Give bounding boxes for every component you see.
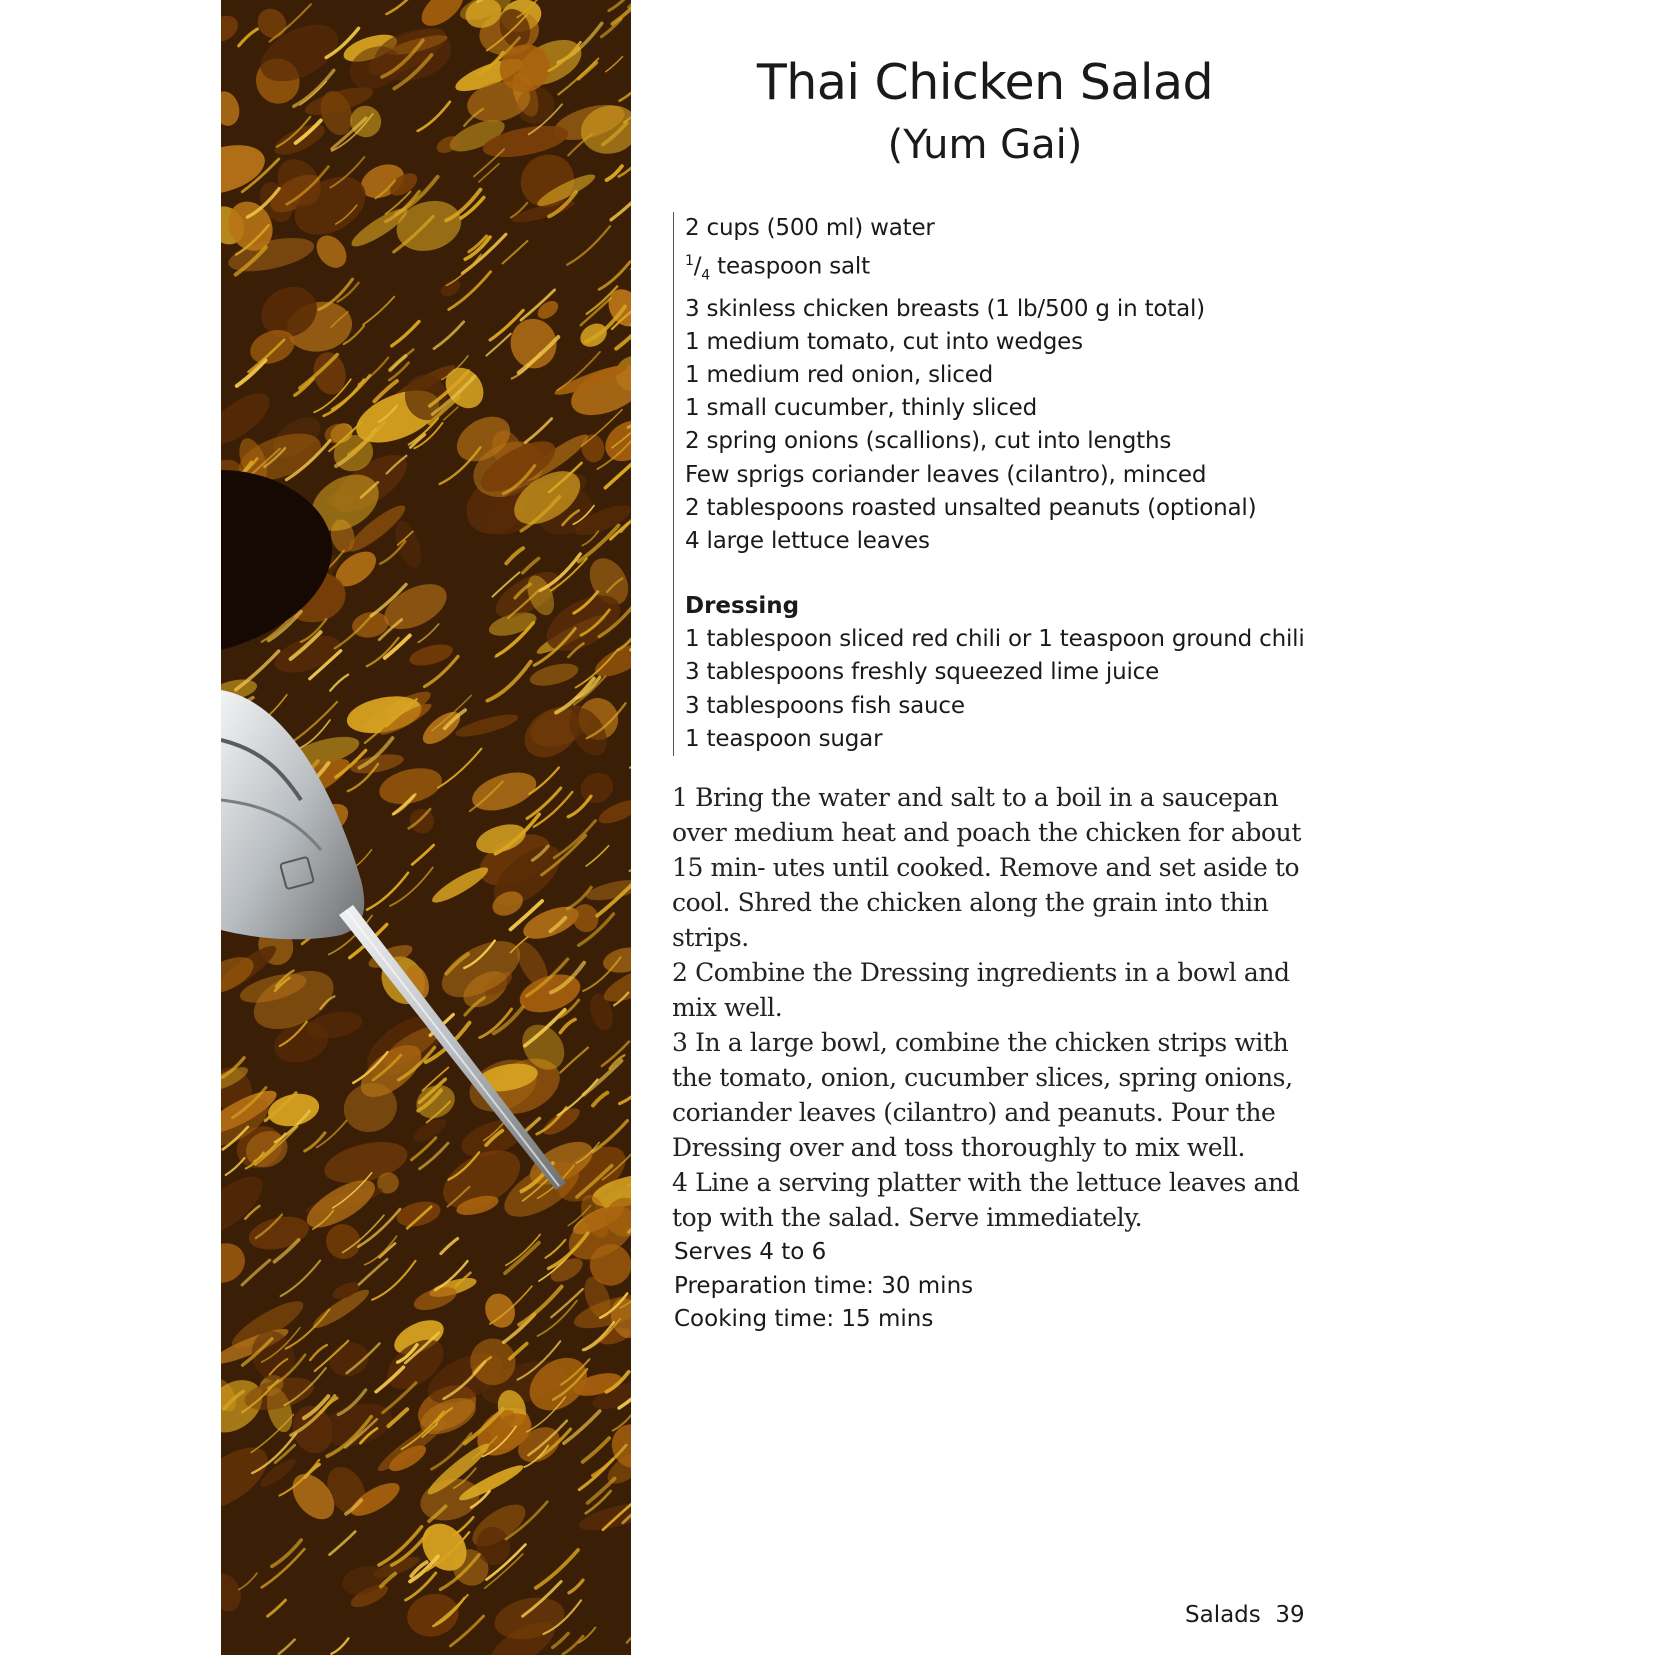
ingredient-item: 2 cups (500 ml) water bbox=[685, 215, 935, 241]
ingredient-item: Few sprigs coriander leaves (cilantro), minced bbox=[685, 461, 1207, 488]
method-step bbox=[672, 955, 1312, 1025]
step-number: 3 bbox=[672, 1028, 688, 1057]
step-text: Combine the Dressing ingredients in a bowl and mix well. bbox=[672, 958, 1290, 1022]
fraction-denominator: 4 bbox=[701, 267, 710, 284]
serves-info: Serves 4 to 6 bbox=[674, 1239, 827, 1265]
dressing-item: 3 tablespoons fish sauce bbox=[685, 692, 965, 719]
recipe-meta bbox=[674, 1236, 973, 1337]
step-number: 1 bbox=[672, 783, 688, 812]
section-name: Salads bbox=[1185, 1602, 1261, 1628]
step-text: Bring the water and salt to a boil in a saucepan over medium heat and poach the chicken for about 15 min- utes until cooked. Remove and set aside to cool. Shred the chicken along the grain into thin strips. bbox=[672, 783, 1301, 952]
cook-time: Cooking time: 15 mins bbox=[674, 1306, 934, 1332]
method-step bbox=[672, 780, 1312, 955]
recipe-subtitle: (Yum Gai) bbox=[887, 122, 1083, 168]
method-steps bbox=[672, 780, 1312, 1235]
fraction-numerator: 1 bbox=[685, 253, 694, 270]
fork-on-woven-mat-image bbox=[221, 0, 631, 1655]
dressing-heading: Dressing bbox=[685, 593, 800, 620]
dressing-item: 1 teaspoon sugar bbox=[685, 725, 883, 752]
ingredient-item: 4 large lettuce leaves bbox=[685, 528, 930, 555]
recipe-content bbox=[665, 0, 1305, 1655]
recipe-title: Thai Chicken Salad bbox=[756, 54, 1214, 111]
dressing-item: 1 tablespoon sliced red chili or 1 teaspoon ground chili bbox=[685, 626, 1305, 653]
step-number: 2 bbox=[672, 958, 688, 987]
step-number: 4 bbox=[672, 1168, 688, 1197]
step-text: Line a serving platter with the lettuce leaves and top with the salad. Serve immediately. bbox=[672, 1168, 1300, 1232]
ingredient-item: 1 medium red onion, sliced bbox=[685, 362, 994, 389]
ingredient-item: 3 skinless chicken breasts (1 lb/500 g in total) bbox=[685, 295, 1205, 322]
page-number: 39 bbox=[1275, 1602, 1305, 1628]
dressing-item: 3 tablespoons freshly squeezed lime juice bbox=[685, 659, 1160, 686]
ingredient-item: 1 medium tomato, cut into wedges bbox=[685, 328, 1083, 355]
ingredient-text: teaspoon salt bbox=[717, 253, 870, 280]
method-step bbox=[672, 1165, 1312, 1235]
method-step bbox=[672, 1025, 1312, 1165]
ingredient-item: 2 spring onions (scallions), cut into lengths bbox=[685, 428, 1172, 455]
ingredients-list bbox=[673, 212, 1325, 756]
ingredient-item: 1 small cucumber, thinly sliced bbox=[685, 395, 1038, 422]
ingredient-item: 2 tablespoons roasted unsalted peanuts (optional) bbox=[685, 494, 1257, 521]
prep-time: Preparation time: 30 mins bbox=[674, 1272, 974, 1299]
step-text: In a large bowl, combine the chicken strips with the tomato, onion, cucumber slices, spring onions, coriander leaves (cilantro) and peanuts. Pour the Dressing over and toss thoroughly to mix well. bbox=[672, 1028, 1293, 1162]
page-footer bbox=[1185, 1602, 1305, 1628]
ingredient-item: $^1/_4$ teaspoon salt bbox=[685, 253, 870, 284]
